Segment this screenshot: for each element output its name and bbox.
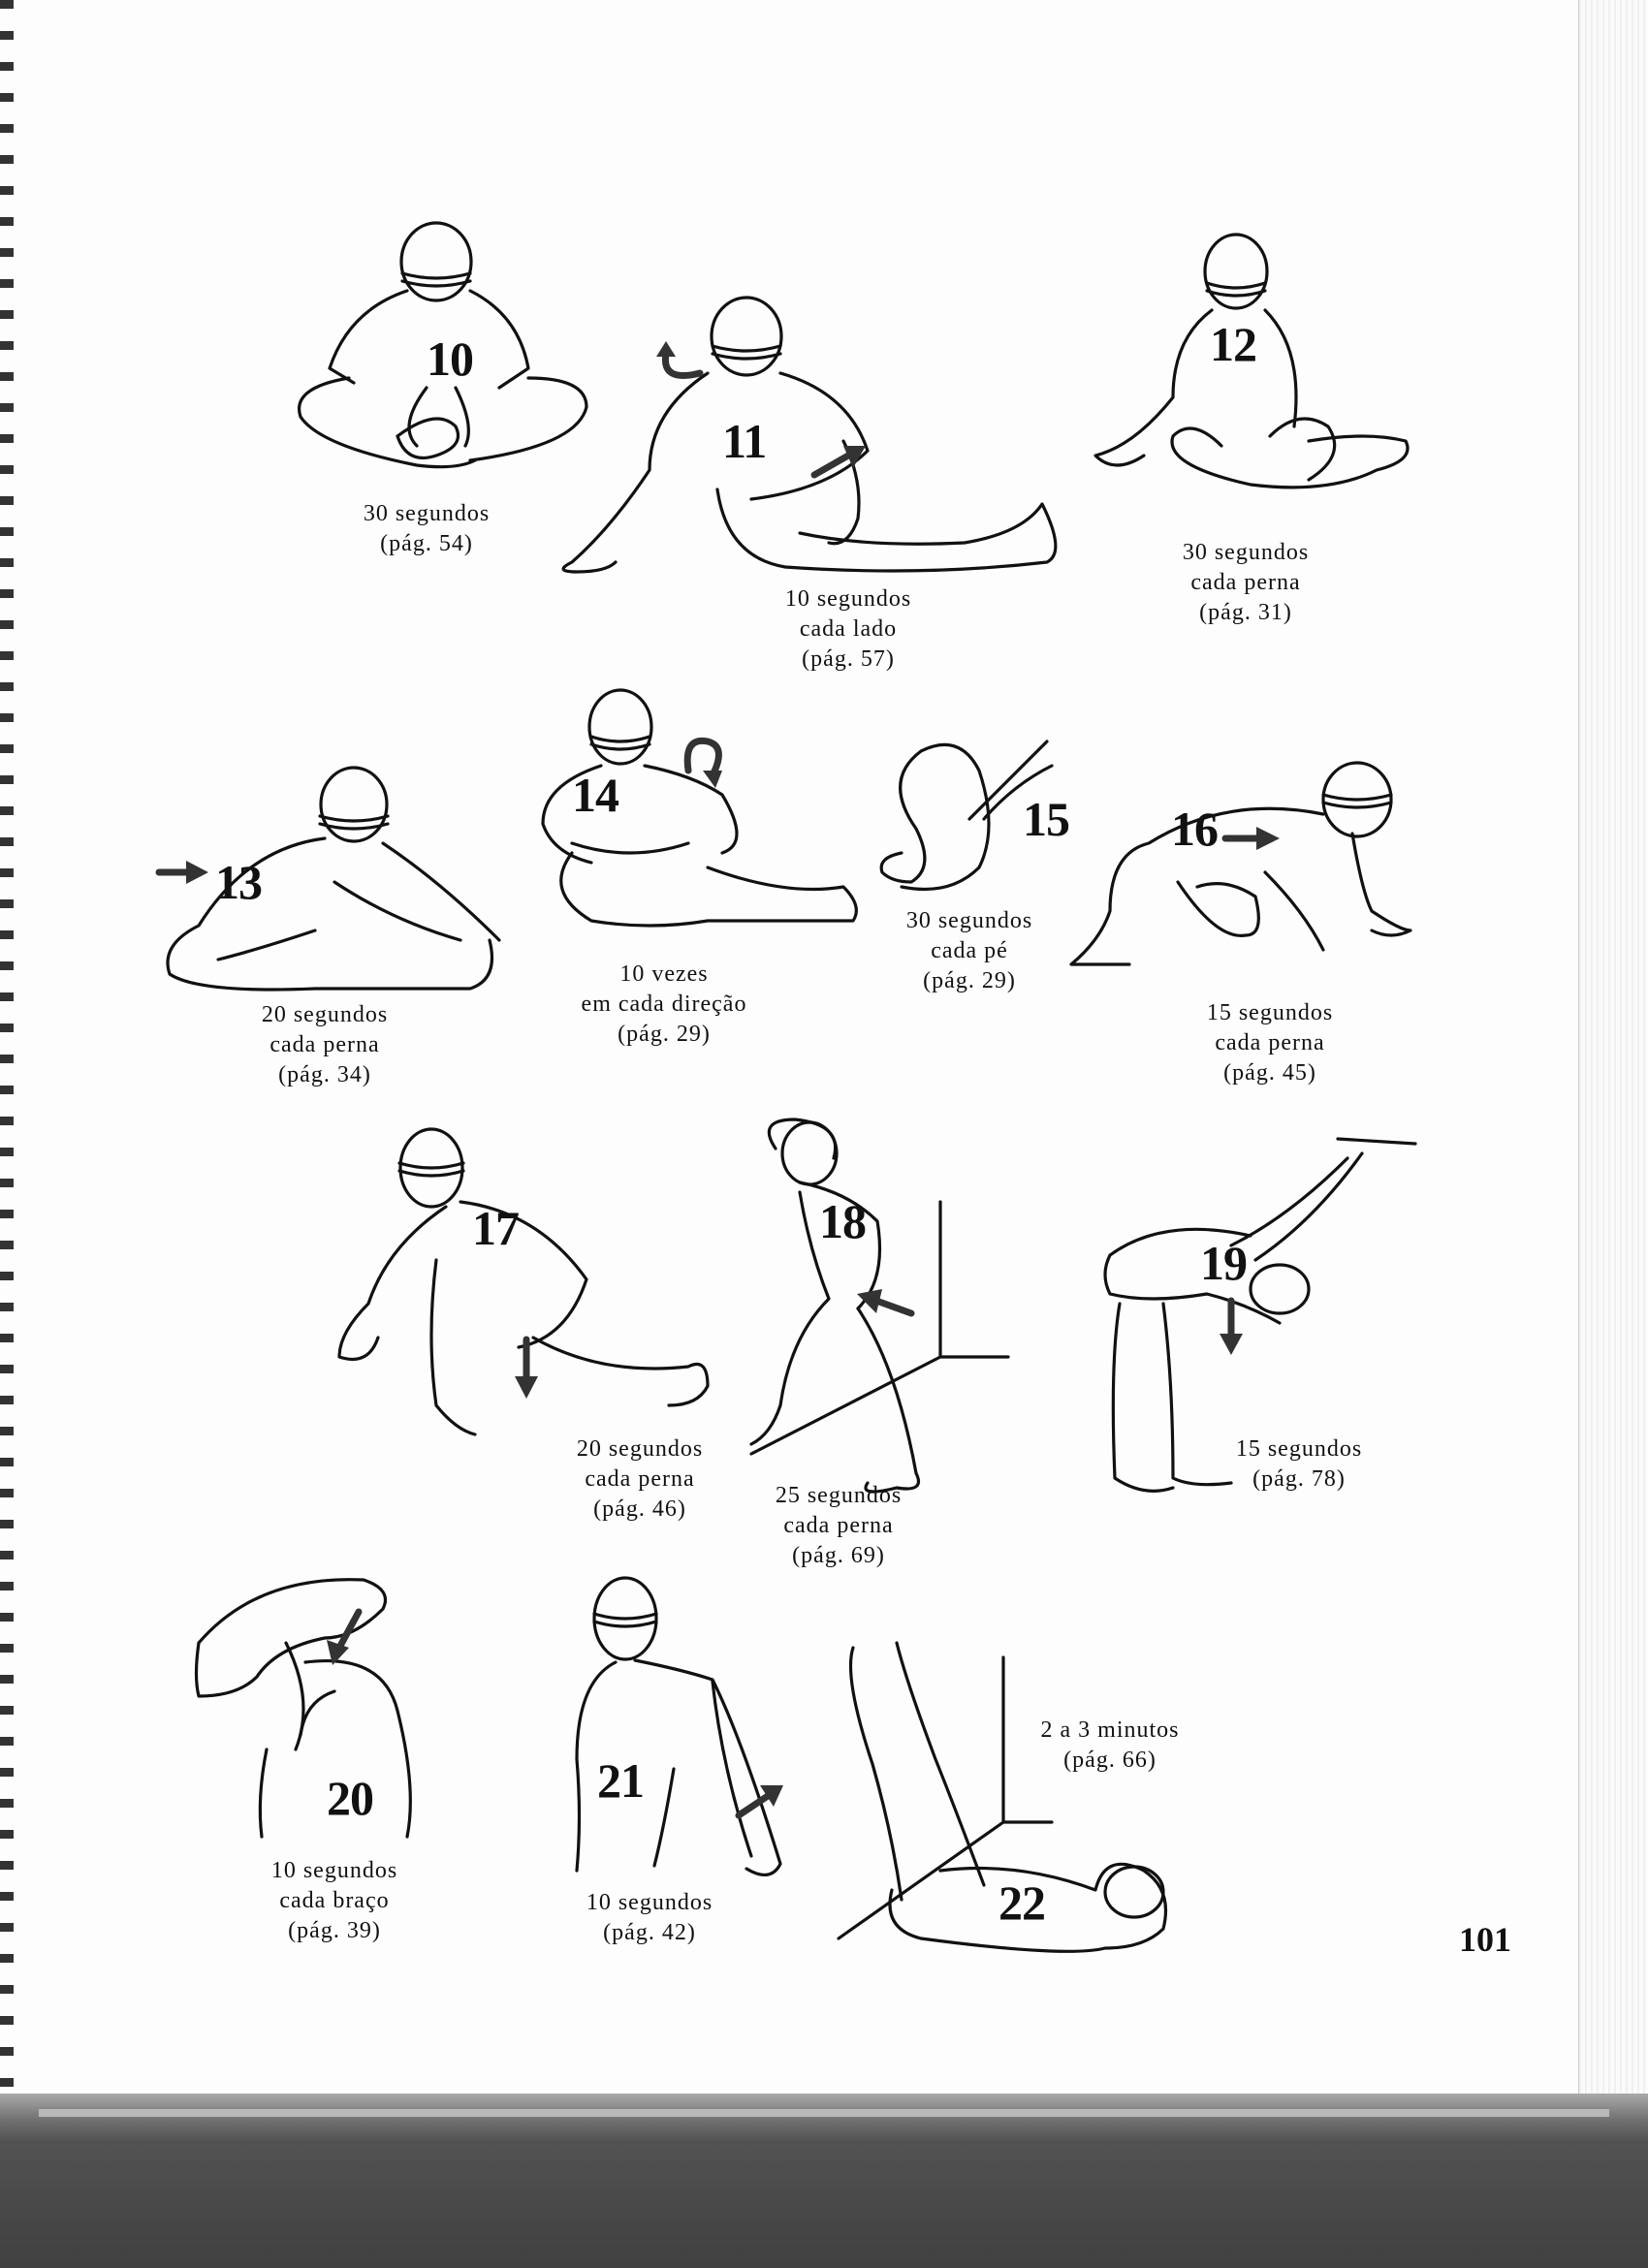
caption-12-line-3: (pág. 31) <box>1199 600 1292 625</box>
caption-14 <box>553 960 776 1050</box>
caption-22 <box>1013 1716 1207 1776</box>
exercise-number-21: 21 <box>597 1753 644 1808</box>
caption-18-line-1: 25 segundos <box>775 1483 903 1508</box>
exercise-number-15: 15 <box>1023 792 1069 846</box>
caption-13 <box>228 1000 422 1090</box>
caption-18-line-2: cada perna <box>783 1513 894 1538</box>
caption-20-line-1: 10 segundos <box>270 1858 398 1883</box>
caption-15-line-2: cada pé <box>931 938 1008 963</box>
figure-17-lunge-stretch <box>339 1124 756 1444</box>
caption-12 <box>1144 538 1347 628</box>
caption-14-line-3: (pág. 29) <box>618 1022 711 1047</box>
figure-11-spinal-twist <box>553 296 1076 577</box>
push-arrow-icon-18 <box>855 1289 913 1318</box>
caption-14-line-1: 10 vezes <box>619 961 709 987</box>
caption-10 <box>325 499 528 559</box>
caption-19-line-2: (pág. 78) <box>1252 1466 1346 1492</box>
caption-17-line-3: (pág. 46) <box>593 1496 686 1522</box>
caption-20-line-2: cada braço <box>279 1888 390 1913</box>
caption-15-line-1: 30 segundos <box>905 908 1033 933</box>
down-arrow-icon-17 <box>512 1338 541 1401</box>
caption-11 <box>737 584 960 675</box>
exercise-number-13: 13 <box>215 855 262 909</box>
exercise-number-20: 20 <box>327 1771 373 1825</box>
caption-11-line-3: (pág. 57) <box>802 646 895 672</box>
exercise-number-10: 10 <box>427 331 473 386</box>
caption-21 <box>562 1888 737 1948</box>
down-arrow-icon-20 <box>325 1609 364 1667</box>
twist-arrow-icon <box>651 339 710 383</box>
exercise-number-16: 16 <box>1171 802 1218 856</box>
caption-17-line-1: 20 segundos <box>576 1436 704 1462</box>
caption-10-line-1: 30 segundos <box>363 501 491 526</box>
caption-19 <box>1207 1434 1391 1495</box>
exercise-number-17: 17 <box>472 1201 519 1255</box>
book-cover-edge <box>39 2107 1609 2117</box>
exercise-number-18: 18 <box>819 1194 866 1248</box>
caption-22-line-2: (pág. 66) <box>1063 1748 1157 1773</box>
caption-22-line-1: 2 a 3 minutos <box>1040 1717 1180 1743</box>
caption-11-line-2: cada lado <box>799 616 898 642</box>
caption-14-line-2: em cada direção <box>581 992 747 1017</box>
caption-16-line-3: (pág. 45) <box>1223 1060 1316 1086</box>
figure-21-arm-stretch <box>567 1575 790 1875</box>
caption-17 <box>543 1434 737 1525</box>
exercise-number-11: 11 <box>722 414 767 468</box>
caption-16-line-2: cada perna <box>1215 1030 1325 1055</box>
exercise-number-22: 22 <box>998 1875 1045 1930</box>
caption-15-line-3: (pág. 29) <box>923 968 1016 993</box>
push-arrow-icon <box>809 441 868 480</box>
caption-20-line-3: (pág. 39) <box>288 1918 381 1943</box>
spiral-binding <box>0 0 14 2094</box>
caption-18 <box>737 1481 940 1571</box>
page-stack-edge <box>1578 0 1647 2103</box>
push-arrow-icon-13 <box>157 858 210 887</box>
caption-21-line-1: 10 segundos <box>586 1890 713 1915</box>
figure-20-triceps-stretch <box>189 1575 451 1837</box>
caption-18-line-3: (pág. 69) <box>792 1543 885 1568</box>
push-arrow-icon-16 <box>1223 824 1282 853</box>
caption-13-line-2: cada perna <box>269 1032 380 1057</box>
caption-12-line-2: cada perna <box>1190 570 1301 595</box>
caption-17-line-2: cada perna <box>585 1466 695 1492</box>
exercise-number-19: 19 <box>1200 1236 1247 1290</box>
scanner-background <box>0 2094 1648 2268</box>
exercise-number-14: 14 <box>572 768 618 822</box>
caption-10-line-2: (pág. 54) <box>380 531 473 556</box>
caption-21-line-2: (pág. 42) <box>603 1920 696 1945</box>
exercise-number-12: 12 <box>1210 317 1256 371</box>
caption-16 <box>1173 998 1367 1088</box>
page-number: 101 <box>1459 1920 1511 1959</box>
figure-16-kneeling-stretch <box>1062 756 1430 989</box>
down-arrow-icon-19 <box>1217 1299 1246 1357</box>
caption-19-line-1: 15 segundos <box>1235 1436 1363 1462</box>
diagonal-arrow-icon-21 <box>737 1781 785 1820</box>
caption-15 <box>872 906 1066 996</box>
caption-13-line-1: 20 segundos <box>261 1002 389 1027</box>
caption-16-line-1: 15 segundos <box>1206 1000 1334 1025</box>
caption-20 <box>242 1856 427 1946</box>
caption-12-line-1: 30 segundos <box>1182 540 1310 565</box>
figure-14-ankle-rotation <box>514 688 853 940</box>
caption-13-line-3: (pág. 34) <box>278 1062 371 1087</box>
figure-12-hurdler-stretch <box>1076 233 1435 523</box>
caption-11-line-1: 10 segundos <box>784 586 912 612</box>
rotate-arrow-icon <box>679 732 727 790</box>
